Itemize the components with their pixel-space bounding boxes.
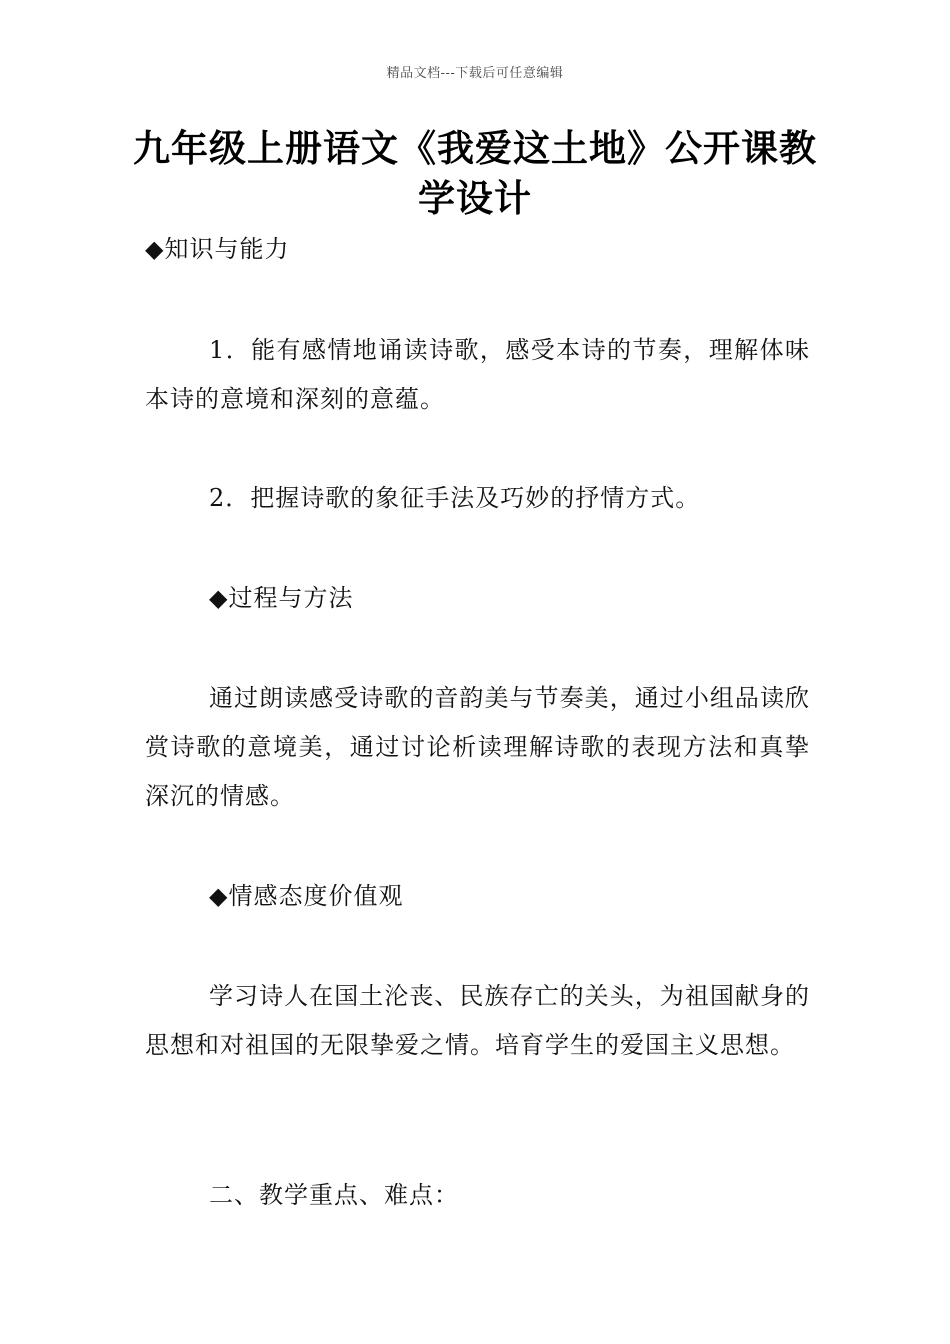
emotion-text: 学习诗人在国土沦丧、民族存亡的关头，为祖国献身的思想和对祖国的无限挚爱之情。培育学生的爱国主义思想。 — [145, 982, 810, 1059]
process-heading: ◆过程与方法 — [209, 584, 354, 612]
document-title: 九年级上册语文《我爱这土地》公开课教学设计 — [133, 127, 817, 220]
knowledge-item-1: 1．能有感情地诵读诗歌，感受本诗的节奏，理解体味本诗的意境和深刻的意蕴。 — [145, 336, 810, 413]
process-text: 通过朗读感受诗歌的音韵美与节奏美，通过小组品读欣赏诗歌的意境美，通过讨论析读理解诗歌的表现方法和真挚深沉的情感。 — [145, 684, 810, 810]
key-points-heading: 二、教学重点、难点： — [209, 1181, 459, 1209]
knowledge-item-2: 2．把握诗歌的象征手法及巧妙的抒情方式。 — [209, 484, 701, 512]
emotion-heading: ◆情感态度价值观 — [209, 882, 404, 910]
knowledge-heading: ◆知识与能力 — [145, 235, 290, 263]
page-header: 精品文档---下载后可任意编辑 — [386, 66, 564, 81]
